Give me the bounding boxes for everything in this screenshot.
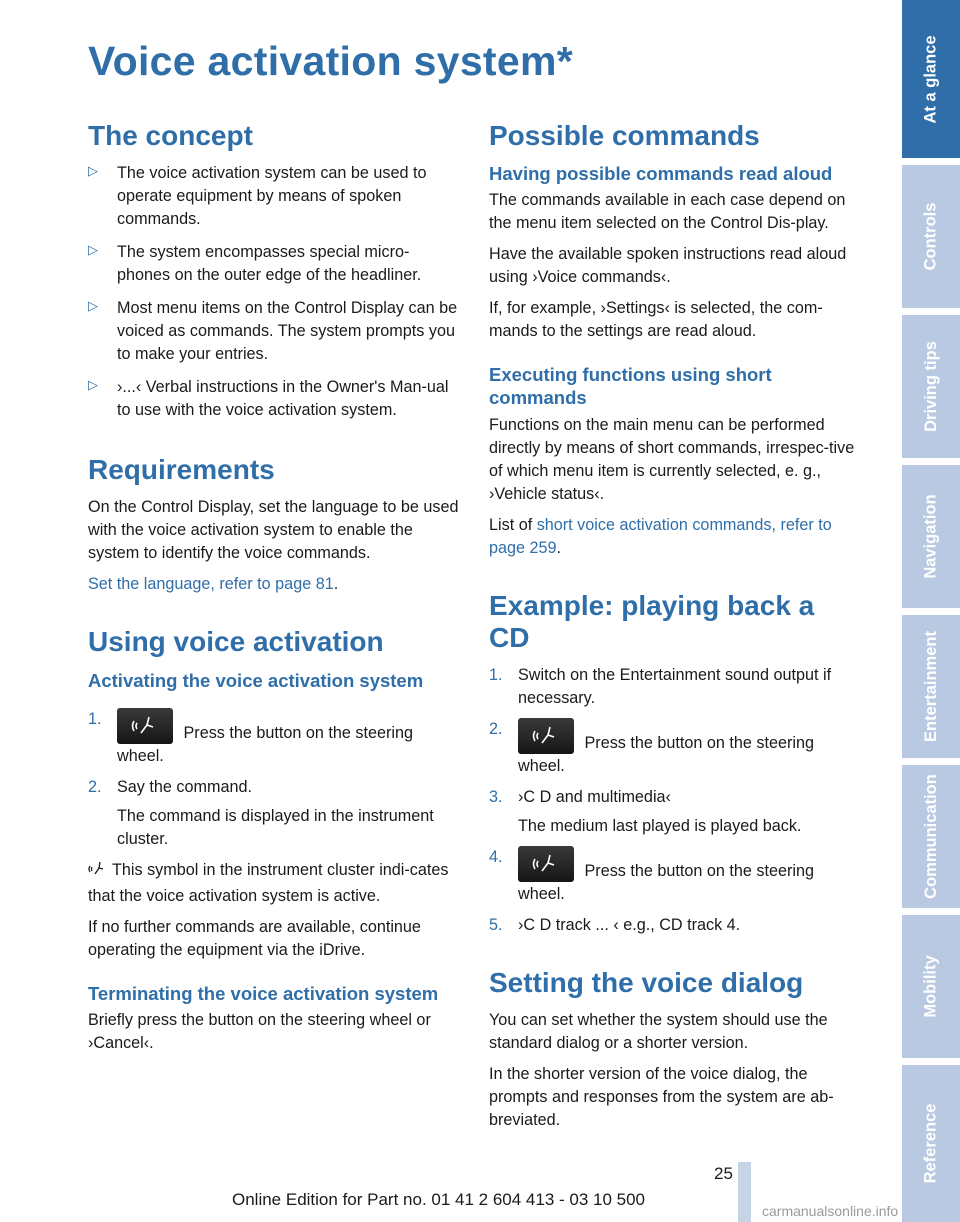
heading-requirements: Requirements [88,454,275,486]
terminating-text: Briefly press the button on the steering wheel or ›Cancel‹. [88,1010,431,1052]
triangle-bullet-icon: ▷ [88,298,98,314]
voice-button-icon [518,846,574,882]
list-item: 5. ›C D track ... ‹ e.g., CD track 4. [489,915,741,934]
heading-voice-dialog: Setting the voice dialog [489,966,804,998]
heading-activating: Activating the voice activation system [88,669,424,691]
tab-controls[interactable]: Controls [902,165,960,308]
dialog-p2: In the shorter version of the voice dialog, the prompts and responses from the system are ab-breviated. [489,1065,834,1130]
symbol-text: This symbol in the instrument cluster indi-cates that the voice activation system is active. [88,860,449,905]
left-column [88,120,462,1063]
heading-terminating: Terminating the voice activation system [88,982,439,1004]
dialog-p1: You can set whether the system should use the standard dialog or a shorter version. [489,1011,828,1053]
page-title: Voice activation system* [88,38,573,84]
page-number: 25 [714,1164,733,1183]
list-item: ▷ The system encompasses special micro-phones on the outer edge of the headliner. [88,242,422,285]
concept-list [88,162,462,422]
short-commands-link-line: List of short voice activation commands, refer to page 259. [489,515,832,557]
example-steps [489,664,862,937]
heading-example-cd: Example: playing back a CD [489,589,815,653]
requirements-text: On the Control Display, set the language to be used with the voice activation system to enable the system to identify the voice commands. [88,498,459,563]
voice-button-icon [518,718,574,754]
list-item: 2. Press the button on the steering wheel. [489,719,814,775]
list-item: ▷ ›...‹ Verbal instructions in the Owner's Man-ual to use with the voice activation system. [88,377,449,420]
read-aloud-p2: Have the available spoken instructions read aloud using ›Voice commands‹. [489,245,847,287]
heading-concept: The concept [88,120,253,151]
triangle-bullet-icon: ▷ [88,242,98,258]
chapter-tabs [902,0,960,1222]
right-column [489,120,862,1140]
tab-entertainment[interactable]: Entertainment [902,615,960,758]
heading-possible-commands: Possible commands [489,120,760,151]
tab-navigation[interactable]: Navigation [902,465,960,608]
list-item: 4. Press the button on the steering wheel. [489,847,814,903]
tab-communication[interactable]: Communication [902,765,960,908]
triangle-bullet-icon: ▷ [88,163,98,179]
page-marker-bar [738,1162,751,1222]
list-item: 2. Say the command. The command is displayed in the instrument cluster. [88,777,434,848]
continue-text: If no further commands are available, continue operating the equipment via the iDrive. [88,917,421,959]
short-commands-p1: Functions on the main menu can be performed directly by means of short commands, irrespec-tive of which menu item is currently selected, e. g., ›Vehicle status‹. [489,415,855,503]
list-item: ▷ Most menu items on the Control Display can be voiced as commands. The system prompts you to make your entries. [88,298,458,364]
requirements-link-line: Set the language, refer to page 81. [88,575,339,594]
heading-short-commands: Executing functions using short commands [489,364,772,409]
read-aloud-p3: If, for example, ›Settings‹ is selected, the com-mands to the settings are read aloud. [489,299,823,341]
link-set-language[interactable]: Set the language, refer to page 81 [88,575,334,594]
tab-at-a-glance[interactable]: At a glance [902,0,960,158]
link-short-commands[interactable]: short voice activation commands, refer to page 259 [489,515,832,557]
voice-symbol-icon [88,860,108,885]
list-item: 1. Switch on the Entertainment sound output if necessary. [489,665,832,707]
tab-mobility[interactable]: Mobility [902,915,960,1058]
triangle-bullet-icon: ▷ [88,377,98,393]
list-item: 3. ›C D and multimedia‹ The medium last played is played back. [489,787,802,835]
list-item: ▷ The voice activation system can be used to operate equipment by means of spoken commands. [88,163,427,229]
watermark: carmanualsonline.info [762,1203,899,1219]
voice-button-icon [117,708,173,744]
heading-read-aloud: Having possible commands read aloud [489,163,833,185]
heading-using-voice-activation: Using voice activation [88,626,384,658]
tab-reference[interactable]: Reference [902,1065,960,1222]
read-aloud-p1: The commands available in each case depend on the menu item selected on the Control Dis-play. [489,191,846,233]
list-item: 1. Press the button on the steering wheel. [88,709,413,765]
tab-driving-tips[interactable]: Driving tips [902,315,960,458]
footer-edition: Online Edition for Part no. 01 41 2 604 413 - 03 10 500 [232,1190,646,1209]
activating-steps [88,708,462,851]
